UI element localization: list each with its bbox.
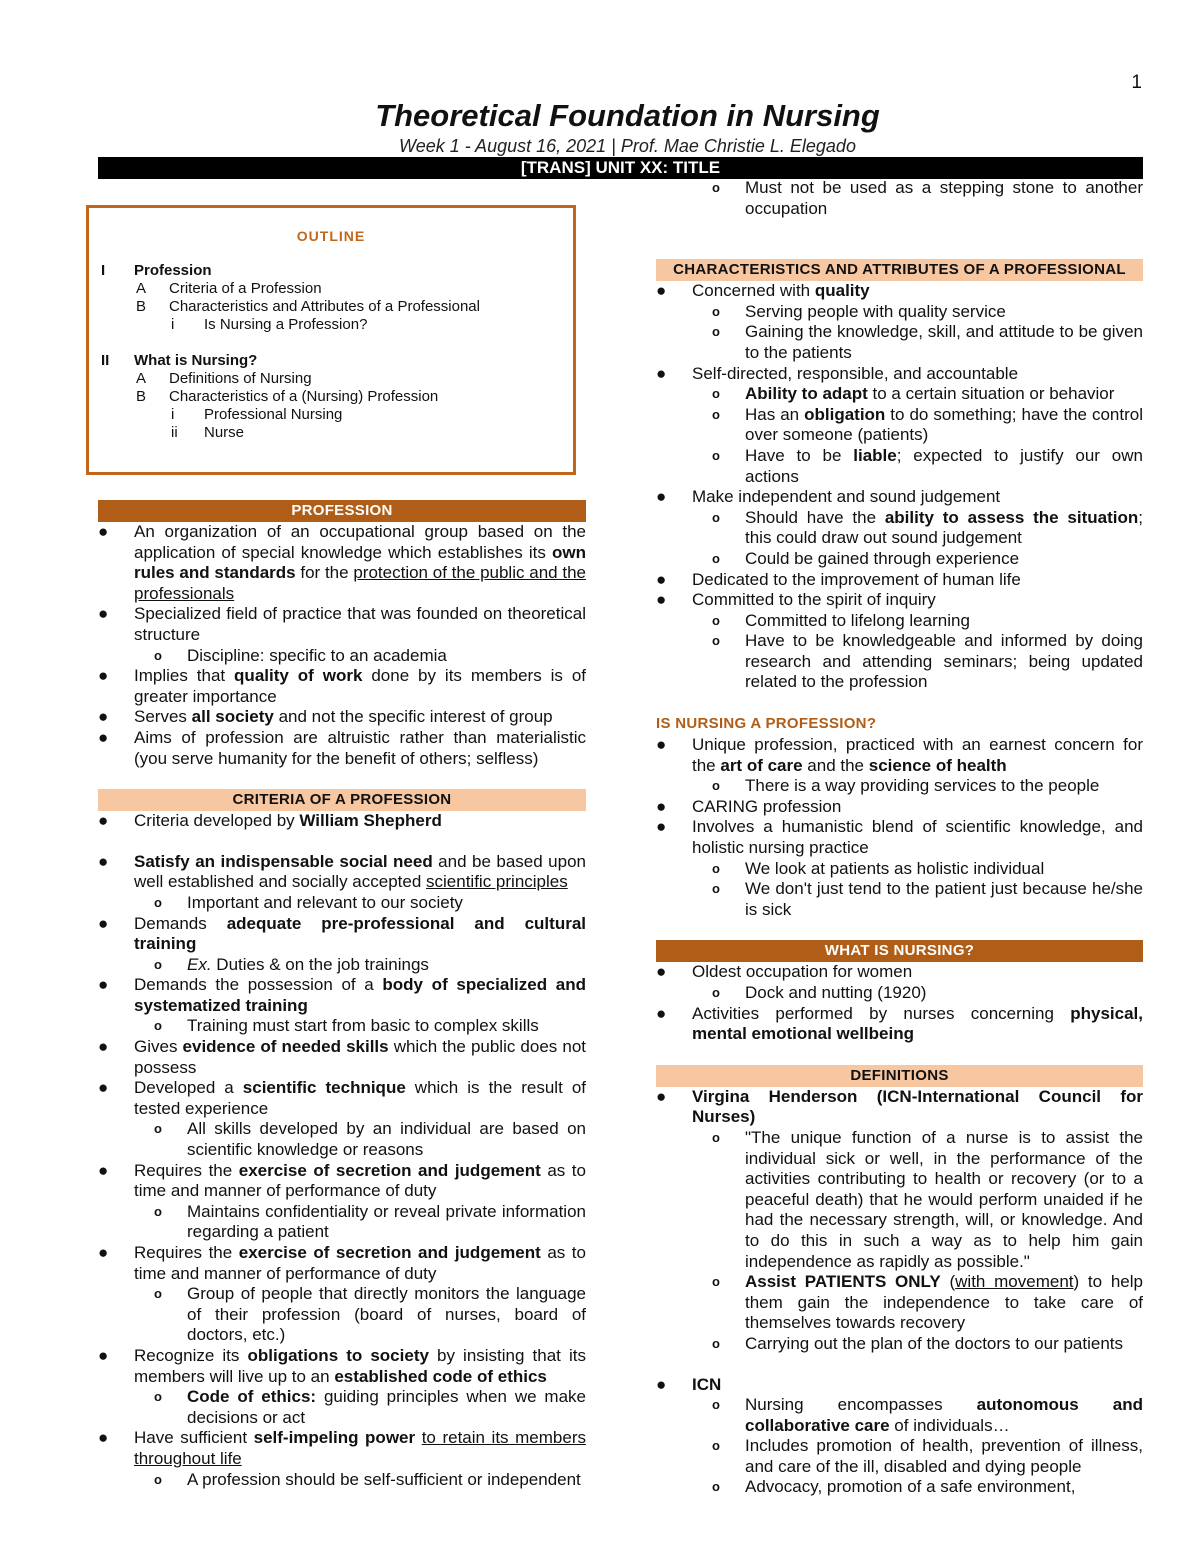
list-item: ● Demands adequate pre-professional and cultural training bbox=[98, 914, 586, 955]
sub-list-item: o There is a way providing services to the people bbox=[656, 776, 1143, 797]
sub-list-item: o We don't just tend to the patient just because he/she is sick bbox=[656, 879, 1143, 920]
list-item: ● Recognize its obligations to society by insisting that its members will live up to an established code of ethics bbox=[98, 1346, 586, 1387]
sub-list-item: o Maintains confidentiality or reveal private information regarding a patient bbox=[98, 1202, 586, 1243]
list-item: ● Involves a humanistic blend of scientific knowledge, and holistic nursing practice bbox=[656, 817, 1143, 858]
left-column bbox=[98, 500, 586, 1490]
list-item: ● Satisfy an indispensable social need and be based upon well established and socially accepted scientific principles bbox=[98, 852, 586, 893]
list-item: ● Make independent and sound judgement bbox=[656, 487, 1143, 508]
sub-list-item: o A profession should be self-sufficient or independent bbox=[98, 1470, 586, 1491]
sub-list-item: o Have to be liable; expected to justify our own actions bbox=[656, 446, 1143, 487]
list-item: ● Have sufficient self-impeling power to retain its members throughout life bbox=[98, 1428, 586, 1469]
outline-label: What is Nursing? bbox=[134, 352, 258, 369]
sub-list-item: o "The unique function of a nurse is to assist the individual sick or well, in the performance of the activities contributing to health or recovery (or to a peaceful death) that he would perform unaided if he had the necessary strength, will, or knowledge. And to do this in such a way as to help him gain independence as rapidly as possible." bbox=[656, 1128, 1143, 1272]
outline-label: Characteristics of a (Nursing) Profession bbox=[169, 388, 439, 405]
outline-label: Is Nursing a Profession? bbox=[204, 316, 368, 333]
sub-list-item: o We look at patients as holistic individual bbox=[656, 859, 1143, 880]
section-header-definitions: DEFINITIONS bbox=[656, 1065, 1143, 1087]
outline-row bbox=[89, 370, 573, 388]
outline-row bbox=[89, 262, 573, 280]
outline-label: Professional Nursing bbox=[204, 406, 343, 423]
list-item: ● Activities performed by nurses concerning physical, mental emotional wellbeing bbox=[656, 1004, 1143, 1045]
sub-list-item: o All skills developed by an individual are based on scientific knowledge or reasons bbox=[98, 1119, 586, 1160]
section-header-characteristics: CHARACTERISTICS AND ATTRIBUTES OF A PROFESSIONAL bbox=[656, 259, 1143, 281]
sub-list-item: o Has an obligation to do something; have the control over someone (patients) bbox=[656, 405, 1143, 446]
sub-list-item: o Assist PATIENTS ONLY (with movement) to help them gain the independence to take care of themselves towards recovery bbox=[656, 1272, 1143, 1334]
right-column bbox=[656, 178, 1143, 1498]
outline-number: II bbox=[101, 352, 110, 369]
sub-list-item: o Dock and nutting (1920) bbox=[656, 983, 1143, 1004]
outline-row bbox=[89, 316, 573, 334]
sub-list-item: o Serving people with quality service bbox=[656, 302, 1143, 323]
outline-row bbox=[89, 352, 573, 370]
sub-list-item: o Ex. Duties & on the job trainings bbox=[98, 955, 586, 976]
list-item: ● An organization of an occupational group based on the application of special knowledge which establishes its own rules and standards for the protection of the public and the professionals bbox=[98, 522, 586, 604]
list-item: ● Unique profession, practiced with an earnest concern for the art of care and the science of health bbox=[656, 735, 1143, 776]
list-item: ● Requires the exercise of secretion and judgement as to time and manner of performance of duty bbox=[98, 1161, 586, 1202]
document-subtitle: Week 1 - August 16, 2021 | Prof. Mae Christie L. Elegado bbox=[399, 136, 856, 156]
outline-label: Nurse bbox=[204, 424, 245, 441]
sub-list-item: o Ability to adapt to a certain situation or behavior bbox=[656, 384, 1143, 405]
sub-list-item: o Discipline: specific to an academia bbox=[98, 646, 586, 667]
outline-number: A bbox=[136, 280, 147, 297]
sub-list-item: o Must not be used as a stepping stone to another occupation bbox=[656, 178, 1143, 219]
outline-row bbox=[89, 406, 573, 424]
outline-number: I bbox=[101, 262, 106, 279]
sub-list-item: o Advocacy, promotion of a safe environment, bbox=[656, 1477, 1143, 1498]
list-item: ● Implies that quality of work done by its members is of greater importance bbox=[98, 666, 586, 707]
list-item: ● Committed to the spirit of inquiry bbox=[656, 590, 1143, 611]
page-number: 1 bbox=[1131, 72, 1142, 93]
outline-label: Criteria of a Profession bbox=[169, 280, 322, 297]
list-item: ● Criteria developed by William Shepherd bbox=[98, 811, 586, 832]
sub-list-item: o Includes promotion of health, prevention of illness, and care of the ill, disabled and dying people bbox=[656, 1436, 1143, 1477]
outline-number: i bbox=[171, 316, 175, 333]
document-title: Theoretical Foundation in Nursing bbox=[375, 98, 880, 133]
outline-label: Profession bbox=[134, 262, 212, 279]
list-item: ● CARING profession bbox=[656, 797, 1143, 818]
list-item: ● Aims of profession are altruistic rather than materialistic (you serve humanity for the benefit of others; selfless) bbox=[98, 728, 586, 769]
outline-number: B bbox=[136, 298, 147, 315]
sub-list-item: o Have to be knowledgeable and informed by doing research and attending seminars; being updated related to the profession bbox=[656, 631, 1143, 693]
list-item: ● Requires the exercise of secretion and judgement as to time and manner of performance of duty bbox=[98, 1243, 586, 1284]
outline-label: Definitions of Nursing bbox=[169, 370, 312, 387]
outline-heading: OUTLINE bbox=[296, 228, 366, 244]
section-header-criteria: CRITERIA OF A PROFESSION bbox=[98, 789, 586, 811]
sub-list-item: o Code of ethics: guiding principles when we make decisions or act bbox=[98, 1387, 586, 1428]
list-item: ● Gives evidence of needed skills which the public does not possess bbox=[98, 1037, 586, 1078]
list-item: ● Developed a scientific technique which is the result of tested experience bbox=[98, 1078, 586, 1119]
sub-list-item: o Nursing encompasses autonomous and collaborative care of individuals… bbox=[656, 1395, 1143, 1436]
sub-list-item: o Gaining the knowledge, skill, and attitude to be given to the patients bbox=[656, 322, 1143, 363]
outline-row bbox=[89, 388, 573, 406]
list-item: ● Concerned with quality bbox=[656, 281, 1143, 302]
trans-unit-bar: [TRANS] UNIT XX: TITLE bbox=[98, 157, 1143, 179]
sub-list-item: o Important and relevant to our society bbox=[98, 893, 586, 914]
sub-list-item: o Could be gained through experience bbox=[656, 549, 1143, 570]
list-item: ● Self-directed, responsible, and accountable bbox=[656, 364, 1143, 385]
outline-number: B bbox=[136, 388, 147, 405]
section-header-is-nursing: IS NURSING A PROFESSION? bbox=[656, 715, 877, 733]
outline-number: ii bbox=[171, 424, 178, 441]
outline-label: Characteristics and Attributes of a Professional bbox=[169, 298, 480, 315]
list-item: ● Demands the possession of a body of specialized and systematized training bbox=[98, 975, 586, 1016]
outline-number: i bbox=[171, 406, 175, 423]
outline-row bbox=[89, 424, 573, 442]
sub-list-item: o Carrying out the plan of the doctors to our patients bbox=[656, 1334, 1143, 1355]
outline-list bbox=[89, 262, 573, 442]
list-item: ● ICN bbox=[656, 1375, 1143, 1396]
sub-list-item: o Training must start from basic to complex skills bbox=[98, 1016, 586, 1037]
outline-box bbox=[86, 205, 576, 475]
section-header-what-is-nursing: WHAT IS NURSING? bbox=[656, 940, 1143, 962]
sub-list-item: o Group of people that directly monitors the language of their profession (board of nurses, board of doctors, etc.) bbox=[98, 1284, 586, 1346]
outline-row bbox=[89, 280, 573, 298]
list-item: ● Virgina Henderson (ICN-International Council for Nurses) bbox=[656, 1087, 1143, 1128]
section-header-profession: PROFESSION bbox=[98, 500, 586, 522]
sub-list-item: o Committed to lifelong learning bbox=[656, 611, 1143, 632]
list-item: ● Oldest occupation for women bbox=[656, 962, 1143, 983]
list-item: ● Serves all society and not the specific interest of group bbox=[98, 707, 586, 728]
sub-list-item: o Should have the ability to assess the situation; this could draw out sound judgement bbox=[656, 508, 1143, 549]
list-item: ● Dedicated to the improvement of human life bbox=[656, 570, 1143, 591]
outline-row bbox=[89, 298, 573, 316]
outline-number: A bbox=[136, 370, 147, 387]
list-item: ● Specialized field of practice that was founded on theoretical structure bbox=[98, 604, 586, 645]
